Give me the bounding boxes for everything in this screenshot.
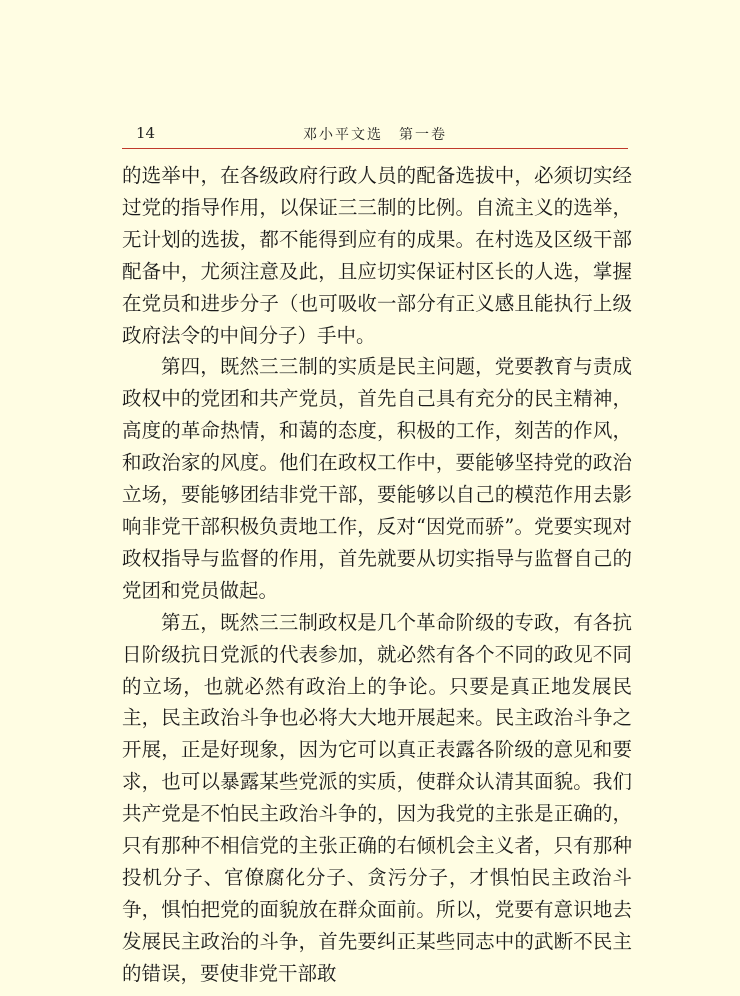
running-title: 邓小平文选 第一卷: [303, 127, 447, 143]
paragraph-point-four: 第四，既然三三制的实质是民主问题，党要教育与责成政权中的党团和共产党员，首先自己具有充分的民主精神，高度的革命热情，和蔼的态度，积极的工作，刻苦的作风，和政治家的风度。他们在政权工作中，要能够坚持党的政治立场，要能够团结非党干部，要能够以自己的模范作用去影响非党干部积极负责地工作，反对“因党而骄”。党要实现对政权指导与监督的作用，首先就要从切实指导与监督自己的党团和党员做起。: [122, 355, 632, 602]
paragraph-point-five: 第五，既然三三制政权是几个革命阶级的专政，有各抗日阶级抗日党派的代表参加，就必然有各个不同的政见不同的立场，也就必然有政治上的争论。只要是真正地发展民主，民主政治斗争也必将大大地开展起来。民主政治斗争之开展，正是好现象，因为它可以真正表露各阶级的意见和要求，也可以暴露某些党派的实质，使群众认清其面貌。我们共产党是不怕民主政治斗争的，因为我党的主张是正确的，只有那种不相信党的主张正确的右倾机会主义者，只有那种投机分子、官僚腐化分子、贪污分子，才惧怕民主政治斗争，惧怕把党的面貌放在群众面前。所以，党要有意识地去发展民主政治的斗争，首先要纠正某些同志中的武断不民主的错误，要使非党干部敢: [122, 610, 632, 985]
body-text: [122, 160, 632, 990]
page-number: 14: [136, 124, 156, 142]
paragraph-continued: 的选举中，在各级政府行政人员的配备选拔中，必须切实经过党的指导作用，以保证三三制的比例。自流主义的选举，无计划的选拔，都不能得到应有的成果。在村选及区级干部配备中，尤须注意及此，且应切实保证村区长的人选，掌握在党员和进步分子（也可吸收一部分有正义感且能执行上级政府法令的中间分子）手中。: [122, 164, 632, 347]
page-header: [122, 122, 628, 149]
